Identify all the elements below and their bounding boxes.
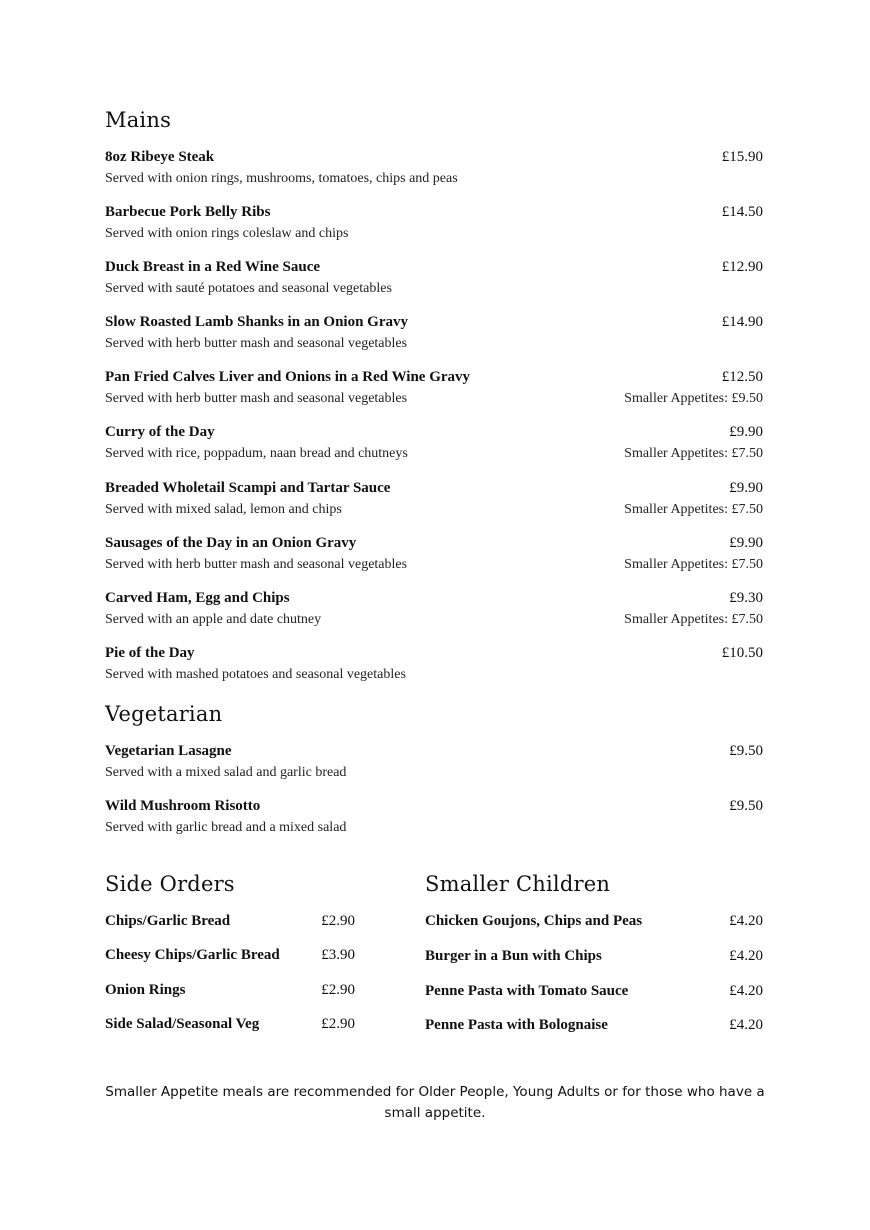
menu-item <box>105 149 763 193</box>
item-name: Sausages of the Day in an Onion Gravy <box>105 535 357 551</box>
item-name: Vegetarian Lasagne <box>105 743 232 759</box>
item-description: Served with herb butter mash and seasonal vegetables <box>105 391 408 406</box>
item-name: 8oz Ribeye Steak <box>105 149 215 165</box>
smaller-appetite-note <box>105 1082 765 1124</box>
item-price: £12.50 <box>721 369 763 385</box>
children-item-row <box>425 1017 763 1039</box>
item-description: Served with onion rings coleslaw and chips <box>105 226 349 241</box>
children-item-price: £4.20 <box>729 913 763 929</box>
item-description: Served with a mixed salad and garlic bread <box>105 765 347 780</box>
menu-item <box>105 535 763 579</box>
side-name: Chips/Garlic Bread <box>105 913 231 929</box>
item-description: Served with herb butter mash and seasonal vegetables <box>105 557 408 572</box>
item-price: £10.50 <box>721 645 763 661</box>
item-price: £9.90 <box>729 424 763 440</box>
item-name: Pan Fried Calves Liver and Onions in a Red Wine Gravy <box>105 369 471 385</box>
item-description: Served with mashed potatoes and seasonal vegetables <box>105 667 406 682</box>
item-price: £12.90 <box>721 259 763 275</box>
smaller-appetites-price: Smaller Appetites: £7.50 <box>624 557 763 572</box>
side-price: £2.90 <box>321 913 355 929</box>
item-name: Carved Ham, Egg and Chips <box>105 590 290 606</box>
side-order-row <box>105 947 355 969</box>
smaller-children-heading: Smaller Children <box>425 872 611 896</box>
item-price: £14.50 <box>721 204 763 220</box>
side-name: Cheesy Chips/Garlic Bread <box>105 947 280 963</box>
children-item-name: Chicken Goujons, Chips and Peas <box>425 913 643 929</box>
item-name: Breaded Wholetail Scampi and Tartar Sauce <box>105 480 391 496</box>
item-price: £15.90 <box>721 149 763 165</box>
children-item-price: £4.20 <box>729 983 763 999</box>
item-name: Curry of the Day <box>105 424 215 440</box>
children-item-name: Burger in a Bun with Chips <box>425 948 602 964</box>
children-item-name: Penne Pasta with Tomato Sauce <box>425 983 629 999</box>
item-name: Pie of the Day <box>105 645 195 661</box>
smaller-appetites-price: Smaller Appetites: £9.50 <box>624 391 763 406</box>
item-price: £9.90 <box>729 535 763 551</box>
item-name: Slow Roasted Lamb Shanks in an Onion Gravy <box>105 314 409 330</box>
vegetarian-heading: Vegetarian <box>105 702 223 726</box>
item-description: Served with garlic bread and a mixed salad <box>105 820 347 835</box>
menu-item <box>105 259 763 303</box>
side-name: Onion Rings <box>105 982 186 998</box>
menu-item <box>105 590 763 634</box>
item-price: £9.50 <box>729 798 763 814</box>
item-description: Served with herb butter mash and seasonal vegetables <box>105 336 408 351</box>
item-description: Served with mixed salad, lemon and chips <box>105 502 342 517</box>
side-order-row <box>105 982 355 1004</box>
menu-item <box>105 314 763 358</box>
children-item-name: Penne Pasta with Bolognaise <box>425 1017 608 1033</box>
menu-item <box>105 424 763 468</box>
children-item-row <box>425 948 763 970</box>
side-price: £2.90 <box>321 982 355 998</box>
children-item-row <box>425 913 763 935</box>
side-order-row <box>105 913 355 935</box>
smaller-appetites-price: Smaller Appetites: £7.50 <box>624 446 763 461</box>
smaller-appetites-price: Smaller Appetites: £7.50 <box>624 612 763 627</box>
children-item-row <box>425 983 763 1005</box>
side-name: Side Salad/Seasonal Veg <box>105 1016 260 1032</box>
side-orders-heading: Side Orders <box>105 872 235 896</box>
item-description: Served with sauté potatoes and seasonal vegetables <box>105 281 392 296</box>
menu-item <box>105 204 763 248</box>
item-description: Served with onion rings, mushrooms, tomatoes, chips and peas <box>105 171 458 186</box>
item-name: Duck Breast in a Red Wine Sauce <box>105 259 321 275</box>
item-name: Wild Mushroom Risotto <box>105 798 261 814</box>
menu-item <box>105 645 763 689</box>
side-price: £2.90 <box>321 1016 355 1032</box>
item-name: Barbecue Pork Belly Ribs <box>105 204 271 220</box>
note-line-1: Smaller Appetite meals are recommended for Older People, Young Adults or for those who have a <box>105 1084 765 1100</box>
item-price: £14.90 <box>721 314 763 330</box>
mains-heading: Mains <box>105 108 172 132</box>
children-item-price: £4.20 <box>729 948 763 964</box>
item-price: £9.90 <box>729 480 763 496</box>
item-price: £9.50 <box>729 743 763 759</box>
side-price: £3.90 <box>321 947 355 963</box>
menu-item <box>105 798 763 842</box>
item-description: Served with an apple and date chutney <box>105 612 322 627</box>
menu-item <box>105 743 763 787</box>
smaller-appetites-price: Smaller Appetites: £7.50 <box>624 502 763 517</box>
children-item-price: £4.20 <box>729 1017 763 1033</box>
menu-item <box>105 480 763 524</box>
item-description: Served with rice, poppadum, naan bread and chutneys <box>105 446 408 461</box>
note-line-2: small appetite. <box>384 1105 486 1121</box>
item-price: £9.30 <box>729 590 763 606</box>
menu-item <box>105 369 763 413</box>
side-order-row <box>105 1016 355 1038</box>
